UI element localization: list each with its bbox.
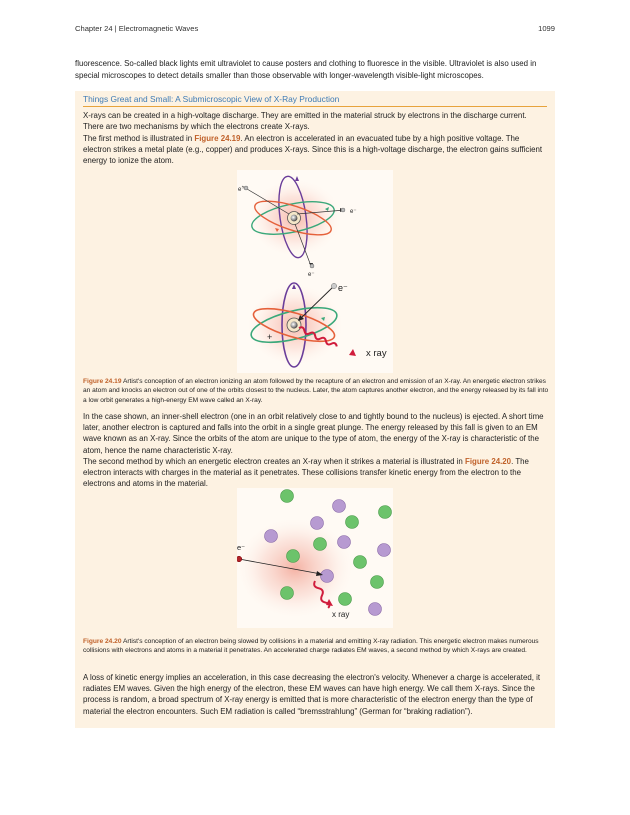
xray-label-fig19: x ray — [366, 348, 387, 359]
nucleus-core-bottom — [290, 321, 297, 328]
purple-particle — [369, 603, 382, 616]
purple-particle — [333, 500, 346, 513]
green-particle — [371, 576, 384, 589]
purple-particle-collision — [321, 570, 334, 583]
feature-paragraph-3: In the case shown, an inner-shell electron (one in an orbit relatively close to and tightly bound to the nucleus) is ejected. A short time later, another electron is captured and falls into the orbit in a single great plunge. The energy released by this fall is given to an EM wave known as an X-ray. Since the orbits of the atom are unique to the type of atom, the energy of the X-ray is characteristic of the atom, hence the name characteristic X-ray. — [83, 412, 544, 455]
chapter-title: Chapter 24 | Electromagnetic Waves — [75, 24, 199, 33]
feature-title: Things Great and Small: A Submicroscopic View of X-Ray Production — [83, 94, 547, 107]
figure-24-19-caption — [83, 377, 549, 405]
feature-paragraph-4 — [83, 456, 549, 490]
green-particle — [287, 550, 300, 563]
figure-24-19-illustration — [237, 170, 393, 373]
green-particle — [346, 516, 359, 529]
green-particle — [354, 556, 367, 569]
figure-24-19-caption-label: Figure 24.19 — [83, 378, 122, 385]
figure-24-20-illustration — [237, 488, 393, 628]
green-particle — [281, 587, 294, 600]
page-number: 1099 — [538, 24, 555, 33]
figure-24-19-caption-text: Artist's conception of an electron ionizing an atom followed by the recapture of an electron and emission of an X-ray. An energetic electron strikes an atom and knocks an electron out of one of the orbits closest to the nucleus. Later, the atom captures another electron, and the energy released by its fall into a low orbit generates a high-energy EM wave called an X-ray. — [83, 378, 549, 404]
electron-label-incoming: e⁻ — [238, 187, 245, 193]
purple-particle — [378, 544, 391, 557]
green-particle — [339, 593, 352, 606]
ejected-electron — [310, 264, 314, 268]
paragraph-4-text-b: . The electron interacts with charges in the material as it penetrates. These collisions transfer kinetic energy from the electron to the electrons and atoms in the material. — [83, 457, 529, 489]
incoming-electron — [244, 186, 248, 190]
paragraph-4-text-a: The second method by which an energetic electron creates an X-ray when it strikes a material is illustrated in — [83, 457, 466, 466]
feature-box — [75, 91, 555, 728]
incoming-electron-fig20 — [237, 556, 242, 562]
feature-paragraph-1: X-rays can be created in a high-voltage discharge. They are emitted in the material struck by electrons in the discharge current. There are two mechanisms by which the electrons create X-rays. — [83, 111, 527, 132]
green-particle — [281, 490, 294, 503]
captured-electron — [331, 283, 336, 288]
feature-paragraph-5: A loss of kinetic energy implies an acceleration, in this case decreasing the electron's velocity. Whenever a charge is accelerated, it radiates EM waves. Given the high energy of the electron, these EM waves can have high energy. We call them X-rays. Since the process is random, a broad spectrum of X-ray energy is emitted that is more characteristic of the electron energy than the type of material the electron encounters. Such EM radiation is called “bremsstrahlung” (German for “braking radiation”). — [83, 673, 541, 716]
figure-24-20-caption — [83, 637, 549, 656]
electron-label-ejected: e⁻ — [308, 272, 315, 278]
purple-particle — [265, 530, 278, 543]
green-particle — [314, 538, 327, 551]
xray-arrow — [349, 349, 356, 356]
figure-24-20-link[interactable]: Figure 24.20 — [465, 457, 512, 466]
atom-xray-emission — [245, 283, 387, 367]
paragraph-2-text-b: . An electron is accelerated in an evacuated tube by a high positive voltage. The electron strikes a metal plate (e.g., copper) and produces X-rays. Since this is a high-voltage discharge, the electron gains sufficient energy to ionize the atom. — [83, 134, 543, 166]
figure-24-20-caption-text: Artist's conception of an electron being slowed by collisions in a material and emitting X-ray radiation. This energetic electron makes numerous collisions with electrons and atoms in a material it penetrates. An accelerated charge radiates EM waves, a second method by which X-rays are created. — [83, 638, 539, 655]
nucleus-core-top — [291, 215, 298, 222]
purple-particle — [311, 517, 324, 530]
figure-24-20 — [237, 488, 393, 628]
plus-label: + — [267, 332, 273, 342]
electron-label-fig20: e⁻ — [237, 543, 246, 552]
running-header — [75, 24, 555, 36]
scattered-electron — [341, 208, 345, 212]
feature-paragraph-2 — [83, 133, 549, 167]
xray-label-fig20: x ray — [332, 610, 350, 619]
figure-24-20-caption-label: Figure 24.20 — [83, 638, 122, 645]
atom-ionization — [238, 175, 357, 278]
figure-24-19 — [237, 170, 393, 373]
electron-label-scattered: e⁻ — [350, 209, 357, 215]
glow-material — [237, 516, 355, 620]
paragraph-2-text-a: The first method is illustrated in — [83, 134, 195, 143]
intro-paragraph: fluorescence. So-called black lights emit ultraviolet to cause posters and clothing to fluoresce in the visible. Ultraviolet is also used in special microscopes to detect details smaller than those observable with longer-wavelength visible-light microscopes. — [75, 59, 537, 80]
electron-label-captured: e⁻ — [338, 283, 348, 293]
figure-24-19-link[interactable]: Figure 24.19 — [194, 134, 241, 143]
purple-particle — [338, 536, 351, 549]
green-particle — [379, 506, 392, 519]
